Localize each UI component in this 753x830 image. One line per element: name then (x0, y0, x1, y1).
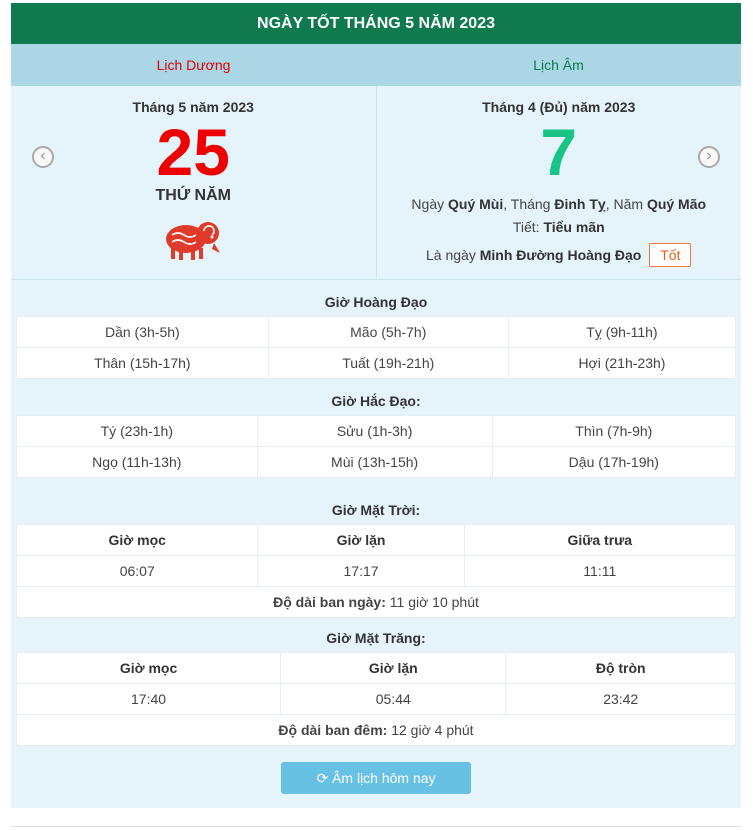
day-length-label: Độ dài ban ngày: (273, 594, 386, 610)
gio-mat-trang-title: Giờ Mặt Trăng: (326, 630, 426, 646)
thang-can-chi: Đinh Tỵ (554, 196, 606, 212)
gio-hoang-dao-title: Giờ Hoàng Đạo (324, 294, 428, 310)
table-header: Giữa trưa (464, 525, 735, 556)
table-header: Giờ lặn (258, 525, 464, 556)
table-cell: Hợi (21h-23h) (508, 348, 735, 379)
table-cell: Mão (5h-7h) (268, 317, 508, 348)
table-header: Độ tròn (506, 653, 736, 684)
table-cell: Sửu (1h-3h) (257, 416, 492, 447)
la-ngay-label: Là ngày (426, 247, 480, 263)
night-length-value: 12 giờ 4 phút (387, 722, 474, 738)
solar-day: 25 (156, 115, 230, 189)
table-cell: Tuất (19h-21h) (268, 348, 508, 379)
tiet-value: Tiểu mãn (543, 219, 605, 235)
day-length-value: 11 giờ 10 phút (385, 594, 479, 610)
calendar-widget (11, 3, 741, 808)
hoang-dao-value: Minh Đường Hoàng Đạo (479, 247, 642, 263)
chevron-right-icon: › (706, 147, 712, 164)
table-cell: Dậu (17h-19h) (492, 447, 735, 478)
table-row (17, 447, 736, 478)
can-chi-sep-2: , Năm (605, 196, 647, 212)
nam-can-chi: Quý Mão (646, 196, 707, 212)
table-cell: Mùi (13h-15h) (257, 447, 492, 478)
table-cell: 11:11 (464, 556, 735, 587)
next-day-button[interactable] (698, 146, 720, 168)
night-length (17, 715, 736, 746)
solar-column (11, 86, 377, 279)
table-row (17, 416, 736, 447)
lunar-month: Tháng 4 (Đủ) năm 2023 (482, 99, 636, 115)
table-row (17, 715, 736, 746)
tab-lich-am[interactable]: Lịch Âm (533, 57, 584, 73)
lunar-column (377, 86, 742, 279)
previous-day-button[interactable] (32, 146, 54, 168)
solar-month: Tháng 5 năm 2023 (132, 99, 254, 115)
table-row (17, 684, 736, 715)
table-cell: Tý (23h-1h) (17, 416, 258, 447)
chevron-left-icon: ‹ (40, 147, 46, 164)
table-cell: 06:07 (17, 556, 258, 587)
table-header: Giờ mọc (17, 653, 281, 684)
day-length (17, 587, 736, 618)
table-row (17, 556, 736, 587)
tab-lich-duong[interactable]: Lịch Dương (156, 57, 231, 73)
table-cell: Tỵ (9h-11h) (508, 317, 735, 348)
goat-zodiac-icon (162, 215, 224, 263)
table-header-row (17, 653, 736, 684)
ngay-can-chi: Quý Mùi (448, 196, 504, 212)
mat-trang-table (16, 652, 736, 746)
can-chi-line (377, 193, 742, 216)
tiet-label: Tiết: (512, 219, 544, 235)
status-badge: Tốt (649, 243, 691, 267)
tiet-khi-line (377, 216, 742, 239)
table-cell: 05:44 (281, 684, 506, 715)
divider (11, 826, 741, 827)
gio-hac-dao-table (16, 415, 736, 478)
table-cell: Ngọ (11h-13h) (17, 447, 258, 478)
hoang-dao-line (377, 243, 742, 267)
today-lunar-button[interactable] (281, 762, 471, 794)
can-chi-sep-1: , Tháng (503, 196, 555, 212)
button-row (16, 746, 736, 802)
calendar-tabs (11, 44, 741, 86)
gio-hac-dao-title: Giờ Hắc Đạo: (331, 393, 421, 409)
refresh-icon: ⟳ (316, 770, 329, 786)
hours-panel (11, 280, 741, 808)
table-row (17, 587, 736, 618)
table-header: Giờ lặn (281, 653, 506, 684)
page-title: NGÀY TỐT THÁNG 5 NĂM 2023 (11, 3, 741, 44)
today-lunar-label: Âm lịch hôm nay (332, 770, 436, 786)
weekday: THỨ NĂM (155, 187, 231, 204)
table-cell: 17:17 (258, 556, 464, 587)
table-cell: Thân (15h-17h) (17, 348, 269, 379)
table-row (17, 348, 736, 379)
table-header-row (17, 525, 736, 556)
table-cell: Dần (3h-5h) (17, 317, 269, 348)
gio-mat-troi-title: Giờ Mặt Trời: (331, 502, 421, 518)
table-cell: 23:42 (506, 684, 736, 715)
lunar-day: 7 (540, 115, 578, 189)
gio-hoang-dao-table (16, 316, 736, 379)
table-row (17, 317, 736, 348)
can-chi-prefix: Ngày (411, 196, 448, 212)
mat-troi-table (16, 524, 736, 618)
night-length-label: Độ dài ban đêm: (278, 722, 388, 738)
table-cell: Thìn (7h-9h) (492, 416, 735, 447)
date-display (11, 86, 741, 280)
table-header: Giờ mọc (17, 525, 258, 556)
table-cell: 17:40 (17, 684, 281, 715)
